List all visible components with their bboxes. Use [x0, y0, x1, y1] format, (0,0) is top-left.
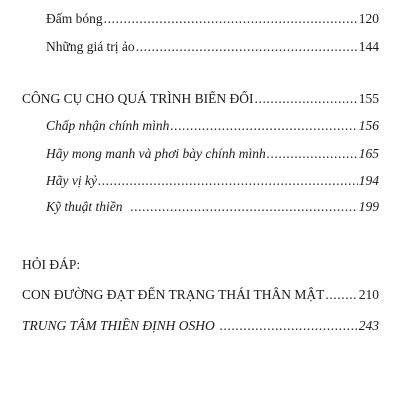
toc-section-entry [22, 91, 379, 107]
toc-section-page: 155 [358, 91, 379, 106]
toc-entry [46, 146, 379, 162]
toc-entry-page: 144 [358, 39, 379, 54]
toc-entry [46, 118, 379, 134]
toc-dot-leader [131, 199, 358, 215]
toc-section-entry [22, 287, 379, 303]
toc-entry-page: 156 [358, 118, 379, 133]
toc-dot-leader [136, 39, 358, 55]
toc-entry-page: 165 [358, 146, 379, 161]
toc-entry-title: Chấp nhận chính mình [46, 118, 170, 133]
toc-section-title: TRUNG TÂM THIỀN ĐỊNH OSHO [22, 318, 215, 333]
qa-heading: HỎI ĐÁP: [22, 257, 81, 272]
toc-dot-leader [104, 11, 358, 27]
toc-dot-leader [325, 287, 357, 303]
toc-dot-leader [170, 118, 357, 134]
toc-entry-title: Đấm bóng [46, 11, 103, 26]
toc-entry [46, 11, 379, 27]
toc-dot-leader [267, 146, 358, 162]
toc-dot-leader [255, 91, 358, 107]
toc-entry [46, 173, 379, 189]
toc-entry-title: Hãy mong manh và phơi bày chính mình [46, 146, 266, 161]
toc-dot-leader [98, 173, 358, 189]
toc-section-page: 210 [358, 287, 379, 302]
toc-entry-page: 199 [358, 199, 379, 214]
toc-dot-leader [220, 318, 358, 334]
toc-entry-title: Hãy vị kỷ [46, 173, 97, 188]
toc-entry-title: Kỹ thuật thiền [46, 199, 123, 214]
toc-entry-page: 120 [358, 11, 379, 26]
toc-entry-page: 194 [358, 173, 379, 188]
toc-entry [46, 199, 379, 215]
toc-section-page: 243 [358, 318, 379, 333]
toc-section-title: CON ĐƯỜNG ĐẠT ĐẾN TRẠNG THÁI THÂN MẬT [22, 287, 325, 302]
toc-entry [46, 39, 379, 55]
toc-section-entry [22, 318, 379, 334]
toc-entry-title: Những giá trị ảo [46, 39, 135, 54]
toc-section-title: CÔNG CỤ CHO QUÁ TRÌNH BIẾN ĐỔI [22, 91, 254, 106]
